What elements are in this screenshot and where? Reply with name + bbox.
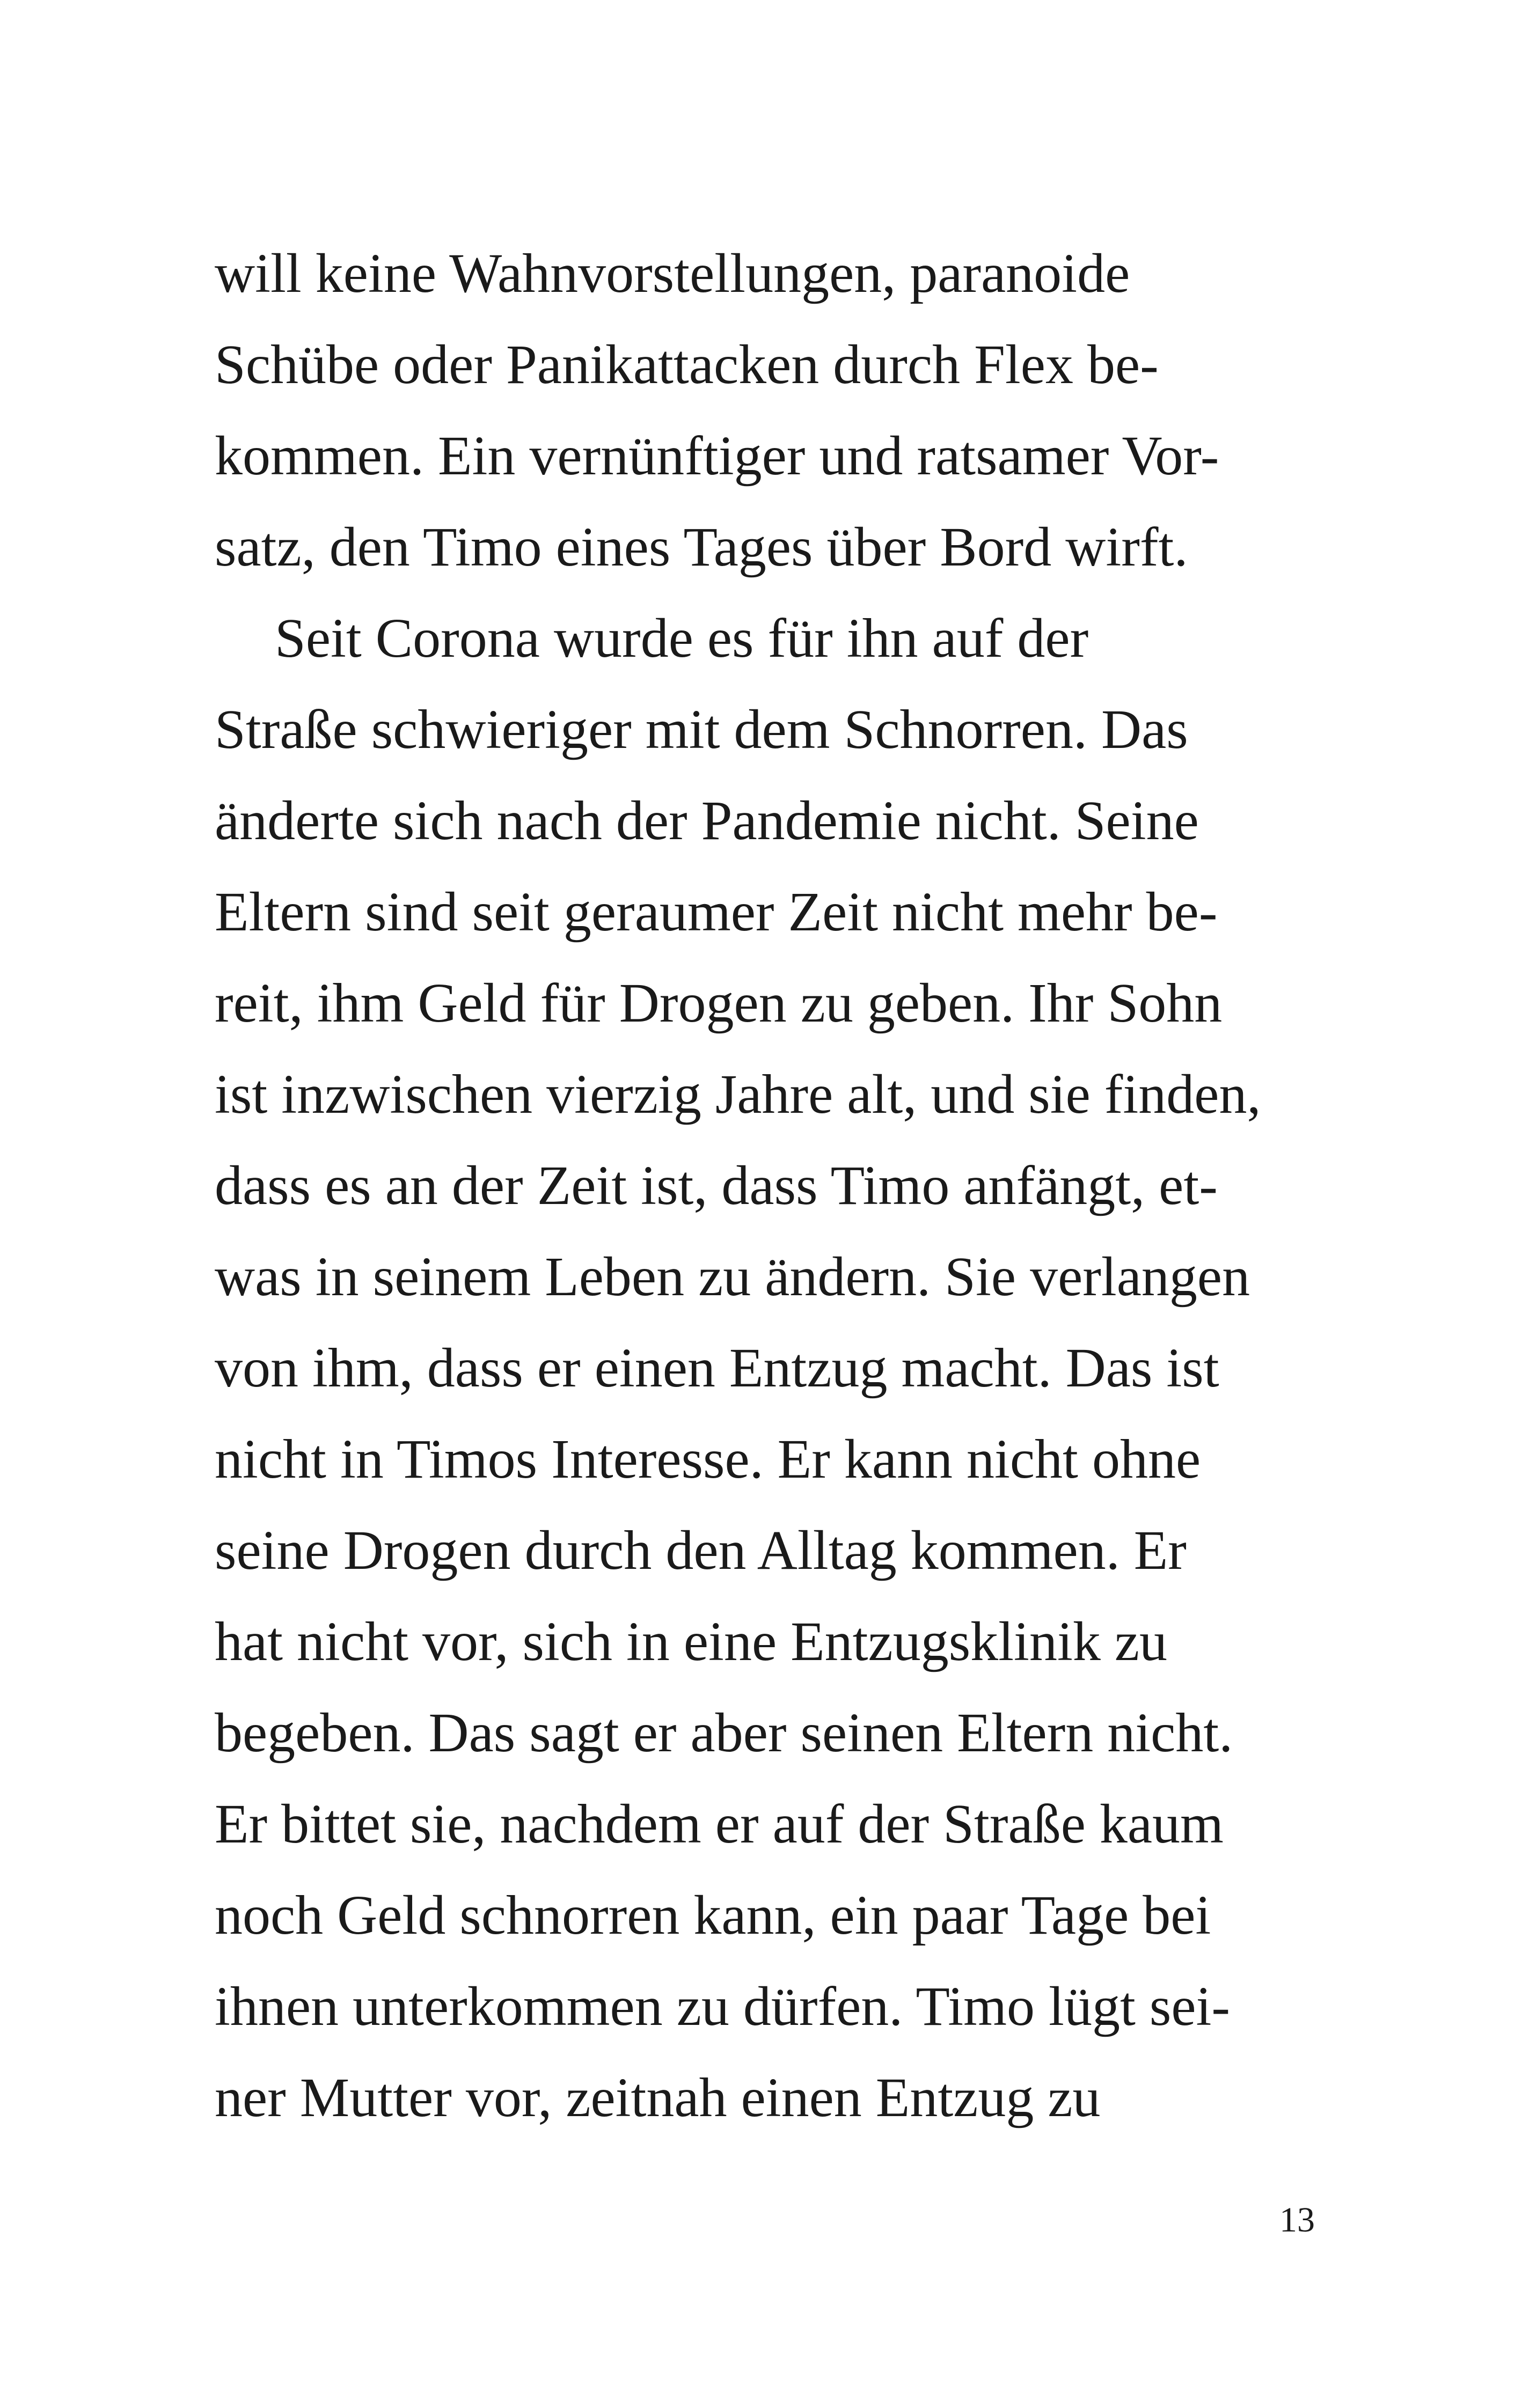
- text-line: was in seinem Leben zu ändern. Sie verlangen: [215, 1246, 1250, 1308]
- text-line: Er bittet sie, nachdem er auf der Straße kaum: [215, 1793, 1224, 1855]
- text-line: ner Mutter vor, zeitnah einen Entzug zu: [215, 2067, 1101, 2128]
- text-line: satz, den Timo eines Tages über Bord wirft.: [215, 516, 1188, 578]
- text-line: ihnen unterkommen zu dürfen. Timo lügt sei-: [215, 1976, 1231, 2037]
- text-line: reit, ihm Geld für Drogen zu geben. Ihr Sohn: [215, 972, 1223, 1034]
- text-line: Eltern sind seit geraumer Zeit nicht mehr be-: [215, 881, 1218, 943]
- text-line: nicht in Timos Interesse. Er kann nicht ohne: [215, 1428, 1201, 1490]
- text-line: von ihm, dass er einen Entzug macht. Das ist: [215, 1337, 1219, 1399]
- text-line: änderte sich nach der Pandemie nicht. Seine: [215, 790, 1199, 851]
- text-line: seine Drogen durch den Alltag kommen. Er: [215, 1519, 1187, 1581]
- text-line: Schübe oder Panikattacken durch Flex be-: [215, 334, 1159, 395]
- text-line: Straße schwieriger mit dem Schnorren. Das: [215, 699, 1188, 760]
- text-line: dass es an der Zeit ist, dass Timo anfängt, et-: [215, 1155, 1218, 1216]
- text-line: noch Geld schnorren kann, ein paar Tage bei: [215, 1884, 1211, 1946]
- text-line: kommen. Ein vernünftiger und ratsamer Vor-: [215, 425, 1219, 487]
- page-number: 13: [1279, 2200, 1315, 2240]
- text-line: ist inzwischen vierzig Jahre alt, und sie finden,: [215, 1063, 1261, 1125]
- text-line: begeben. Das sagt er aber seinen Eltern nicht.: [215, 1702, 1233, 1764]
- text-line: hat nicht vor, sich in eine Entzugsklinik zu: [215, 1611, 1168, 1672]
- paragraph-first-line: Seit Corona wurde es für ihn auf der: [275, 607, 1089, 669]
- text-line: will keine Wahnvorstellungen, paranoide: [215, 243, 1130, 304]
